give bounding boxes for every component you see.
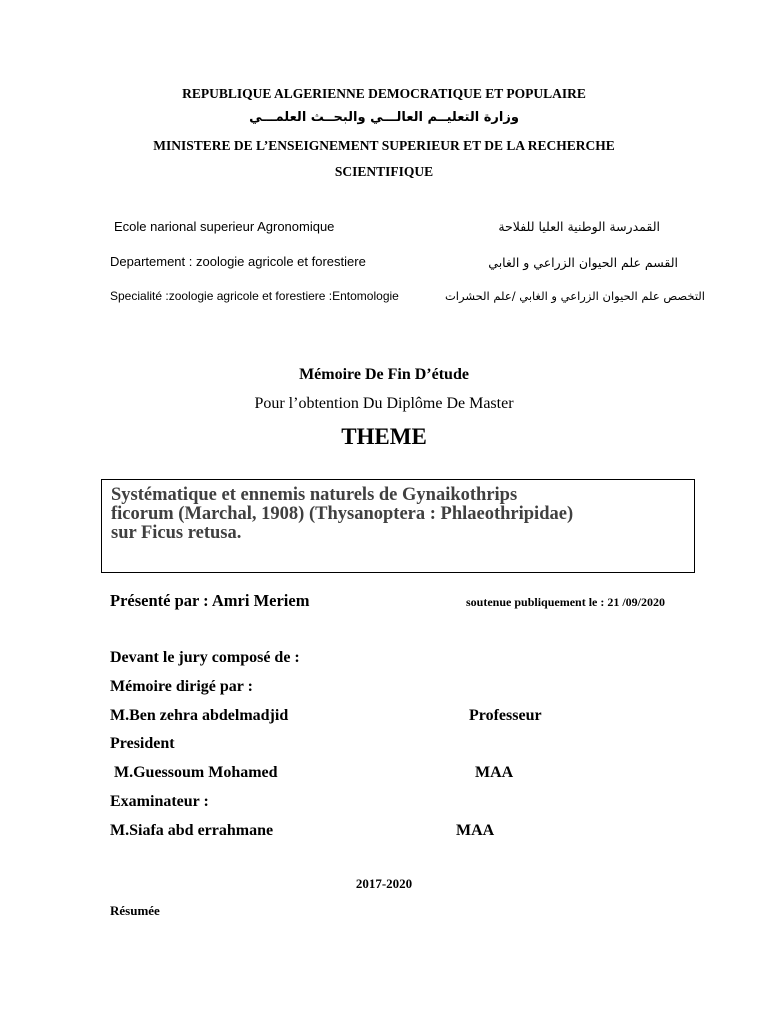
theme-text xyxy=(111,486,671,543)
jury-member-1-name: M.Ben zehra abdelmadjid xyxy=(110,707,289,724)
memoire-title: Mémoire De Fin D’étude xyxy=(299,366,469,383)
school-name-arabic: القمدرسة الوطنية العليا للفلاحة xyxy=(498,219,660,234)
ministry-title-line1: MINISTERE DE L’ENSEIGNEMENT SUPERIEUR ET DE LA RECHERCHE xyxy=(153,138,615,153)
presented-by: Présenté par : Amri Meriem xyxy=(110,591,310,610)
ministry-title-arabic: وزارة التعليــم العالـــي والبحــث العلمـــي xyxy=(249,110,519,125)
speciality-arabic: التخصص علم الحيوان الزراعي و الغابي /علم الحشرات xyxy=(444,289,705,303)
school-name-french: Ecole narional superieur Agronomique xyxy=(114,219,335,234)
defense-date: soutenue publiquement le : 21 /09/2020 xyxy=(466,595,666,609)
resume-heading: Résumée xyxy=(110,903,160,918)
ministry-title-line2: SCIENTIFIQUE xyxy=(334,164,434,179)
supervised-by-label: Mémoire dirigé par : xyxy=(110,678,253,695)
president-label: President xyxy=(110,735,175,752)
examiner-label: Examinateur : xyxy=(110,793,209,810)
theme-box xyxy=(101,479,695,573)
department-arabic: القسم علم الحيوان الزراعي و الغابي xyxy=(488,255,678,270)
republic-title: REPUBLIQUE ALGERIENNE DEMOCRATIQUE ET POPULAIRE xyxy=(182,86,586,101)
jury-intro: Devant le jury composé de : xyxy=(110,649,300,666)
jury-member-2-name: M.Guessoum Mohamed xyxy=(114,764,278,781)
theme-heading: THEME xyxy=(341,424,427,449)
memoire-subtitle: Pour l’obtention Du Diplôme De Master xyxy=(254,395,514,412)
theme-line-2: ficorum (Marchal, 1908) (Thysanoptera : Phlaeothripidae) xyxy=(111,504,574,524)
theme-line-1: Systématique et ennemis naturels de Gynaikothrips xyxy=(111,485,518,505)
speciality-french: Specialité :zoologie agricole et forestiere :Entomologie xyxy=(110,289,399,303)
theme-line-3: sur Ficus retusa. xyxy=(111,523,242,543)
department-french: Departement : zoologie agricole et forestiere xyxy=(110,254,366,269)
jury-member-3-name: M.Siafa abd errahmane xyxy=(110,822,274,839)
jury-member-3-rank: MAA xyxy=(456,822,495,839)
academic-years: 2017-2020 xyxy=(355,876,413,891)
jury-member-1-rank: Professeur xyxy=(469,707,542,724)
jury-member-2-rank: MAA xyxy=(475,764,514,781)
